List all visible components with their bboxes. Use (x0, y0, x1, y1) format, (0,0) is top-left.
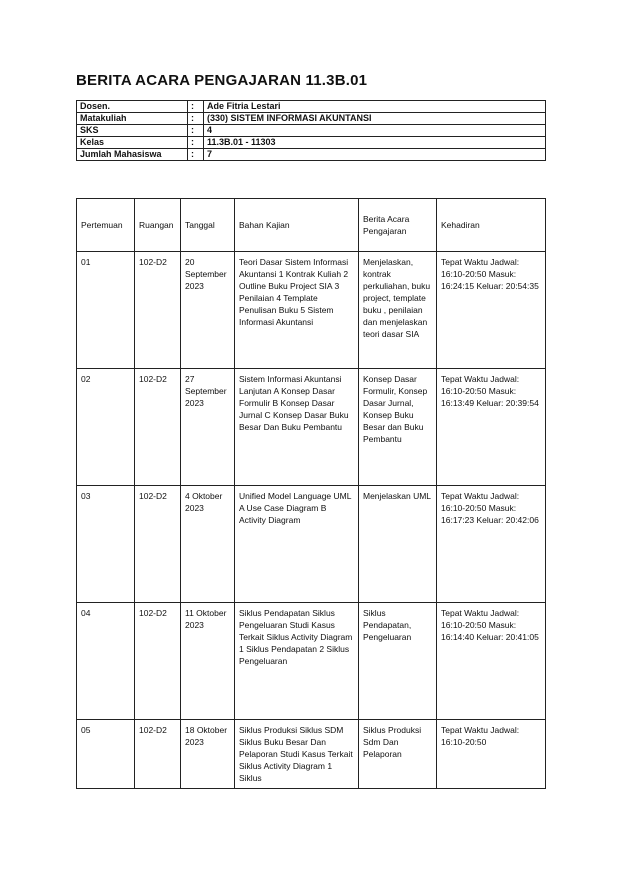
cell-tanggal: 20 September 2023 (181, 252, 235, 369)
info-label: Matakuliah (77, 113, 188, 125)
info-label: Dosen. (77, 101, 188, 113)
header-tanggal: Tanggal (181, 199, 235, 252)
table-row (77, 603, 546, 720)
cell-pertemuan: 01 (77, 252, 135, 369)
header-kehadiran: Kehadiran (437, 199, 546, 252)
cell-kehadiran: Tepat Waktu Jadwal: 16:10-20:50 (437, 720, 546, 789)
cell-bahan-kajian: Teori Dasar Sistem Informasi Akuntansi 1 Kontrak Kuliah 2 Outline Buku Project SIA 3 Penilaian 4 Template Penulisan Buku 5 Sistem Informasi Akuntansi (235, 252, 359, 369)
cell-kehadiran: Tepat Waktu Jadwal: 16:10-20:50 Masuk: 16:24:15 Keluar: 20:54:35 (437, 252, 546, 369)
cell-berita-acara: Siklus Pendapatan, Pengeluaran (359, 603, 437, 720)
header-berita-acara: Berita Acara Pengajaran (359, 199, 437, 252)
teaching-log-table (76, 198, 546, 789)
cell-bahan-kajian: Siklus Produksi Siklus SDM Siklus Buku Besar Dan Pelaporan Studi Kasus Terkait Siklus Activity Diagram 1 Siklus (235, 720, 359, 789)
table-row (77, 252, 546, 369)
header-ruangan: Ruangan (135, 199, 181, 252)
info-row-sks (77, 125, 546, 137)
table-row (77, 369, 546, 486)
header-bahan-kajian: Bahan Kajian (235, 199, 359, 252)
info-row-matakuliah (77, 113, 546, 125)
cell-bahan-kajian: Unified Model Language UML A Use Case Diagram B Activity Diagram (235, 486, 359, 603)
cell-pertemuan: 04 (77, 603, 135, 720)
cell-pertemuan: 02 (77, 369, 135, 486)
cell-pertemuan: 03 (77, 486, 135, 603)
info-separator: : (188, 113, 204, 125)
cell-tanggal: 11 Oktober 2023 (181, 603, 235, 720)
info-value: 4 (204, 125, 546, 137)
cell-berita-acara: Menjelaskan, kontrak perkuliahan, buku project, template buku , penilaian dan menjelaskan teori dasar SIA (359, 252, 437, 369)
info-value: Ade Fitria Lestari (204, 101, 546, 113)
info-value: (330) SISTEM INFORMASI AKUNTANSI (204, 113, 546, 125)
page-title: BERITA ACARA PENGAJARAN 11.3B.01 (76, 72, 368, 89)
cell-tanggal: 18 Oktober 2023 (181, 720, 235, 789)
cell-kehadiran: Tepat Waktu Jadwal: 16:10-20:50 Masuk: 16:17:23 Keluar: 20:42:06 (437, 486, 546, 603)
cell-berita-acara: Konsep Dasar Formulir, Konsep Dasar Jurnal, Konsep Buku Besar dan Buku Pembantu (359, 369, 437, 486)
cell-ruangan: 102-D2 (135, 720, 181, 789)
cell-bahan-kajian: Siklus Pendapatan Siklus Pengeluaran Studi Kasus Terkait Siklus Activity Diagram 1 Siklus Pendapatan 2 Siklus Pengeluaran (235, 603, 359, 720)
info-row-kelas (77, 137, 546, 149)
course-info-table (76, 100, 546, 161)
info-separator: : (188, 101, 204, 113)
cell-tanggal: 4 Oktober 2023 (181, 486, 235, 603)
cell-ruangan: 102-D2 (135, 486, 181, 603)
cell-berita-acara: Siklus Produksi Sdm Dan Pelaporan (359, 720, 437, 789)
cell-ruangan: 102-D2 (135, 369, 181, 486)
info-value: 7 (204, 149, 546, 161)
table-row (77, 720, 546, 789)
info-separator: : (188, 137, 204, 149)
cell-pertemuan: 05 (77, 720, 135, 789)
cell-ruangan: 102-D2 (135, 603, 181, 720)
info-label: Jumlah Mahasiswa (77, 149, 188, 161)
header-pertemuan: Pertemuan (77, 199, 135, 252)
cell-kehadiran: Tepat Waktu Jadwal: 16:10-20:50 Masuk: 16:13:49 Keluar: 20:39:54 (437, 369, 546, 486)
cell-bahan-kajian: Sistem Informasi Akuntansi Lanjutan A Konsep Dasar Formulir B Konsep Dasar Jurnal C Konsep Dasar Buku Besar Dan Buku Pembantu (235, 369, 359, 486)
info-value: 11.3B.01 - 11303 (204, 137, 546, 149)
table-row (77, 486, 546, 603)
info-label: Kelas (77, 137, 188, 149)
info-separator: : (188, 149, 204, 161)
info-row-jumlah-mahasiswa (77, 149, 546, 161)
info-label: SKS (77, 125, 188, 137)
cell-kehadiran: Tepat Waktu Jadwal: 16:10-20:50 Masuk: 16:14:40 Keluar: 20:41:05 (437, 603, 546, 720)
info-separator: : (188, 125, 204, 137)
cell-berita-acara: Menjelaskan UML (359, 486, 437, 603)
info-row-dosen (77, 101, 546, 113)
cell-tanggal: 27 September 2023 (181, 369, 235, 486)
table-header-row (77, 199, 546, 252)
cell-ruangan: 102-D2 (135, 252, 181, 369)
